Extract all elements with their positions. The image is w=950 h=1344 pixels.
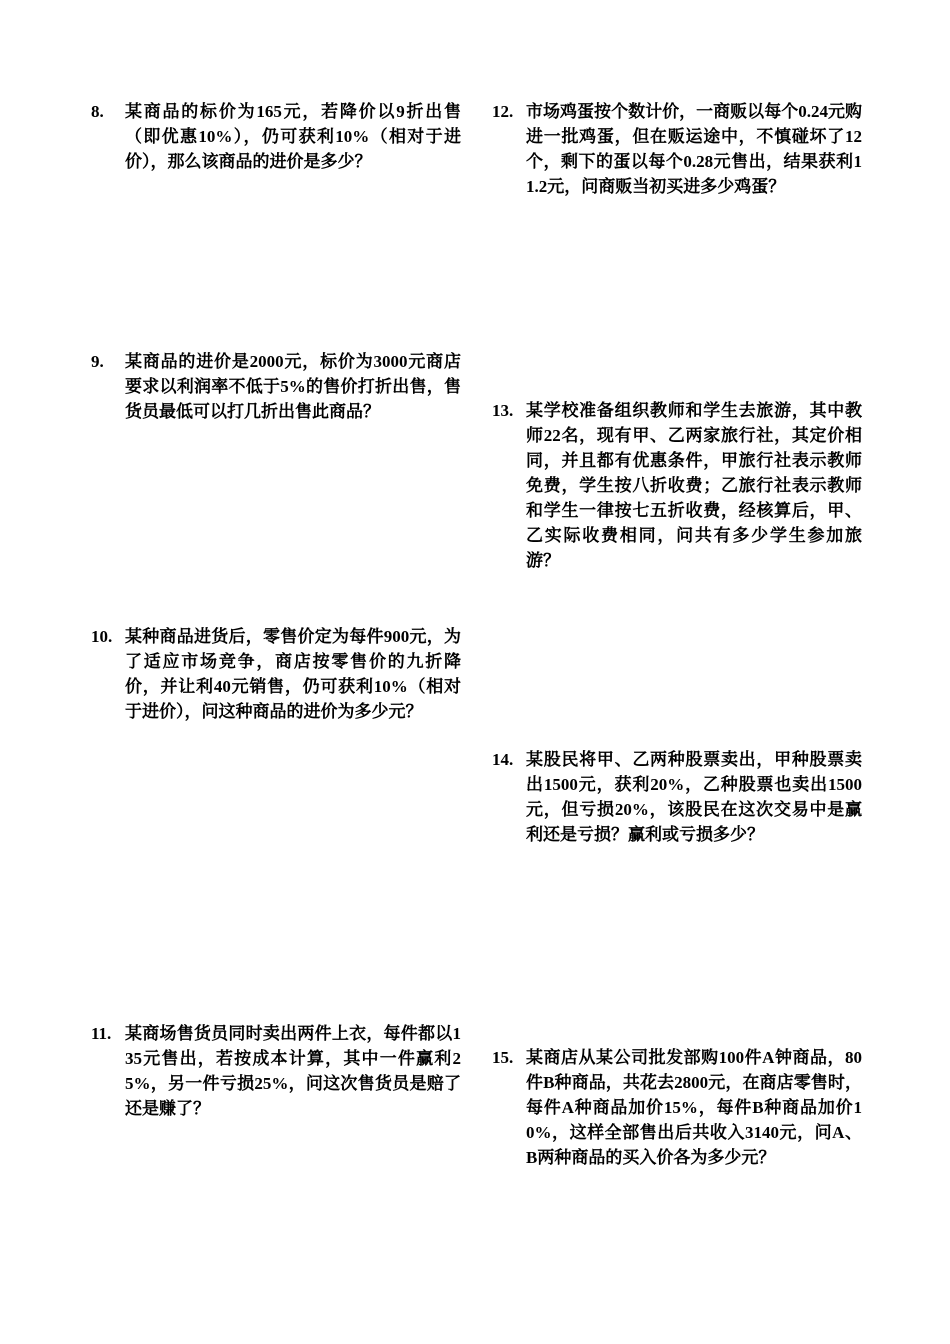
problem-number: 11.: [91, 1024, 112, 1043]
problem-number: 9.: [91, 352, 104, 371]
problem-number: 13.: [492, 401, 514, 420]
problem-number: 14.: [492, 750, 514, 769]
problem-text: 某种商品进货后，零售价定为每件900元，为了适应市场竞争，商店按零售价的九折降价，并让利40元销售，仍可获利10%（相对于进价），问这种商品的进价为多少元？: [125, 627, 461, 721]
problem-text: 某商店从某公司批发部购100件A钟商品，80件B种商品，共花去2800元，在商店零售时，每件A种商品加价15%，每件B种商品加价10%，这样全部售出后共收入3140元，问A、B两种商品的买入价各为多少元？: [526, 1048, 862, 1167]
problem-number: 8.: [91, 102, 104, 121]
problem-text: 某商场售货员同时卖出两件上衣，每件都以135元售出，若按成本计算，其中一件赢利25%，另一件亏损25%，问这次售货员是赔了还是赚了？: [125, 1024, 461, 1118]
problem-text: 某股民将甲、乙两种股票卖出，甲种股票卖出1500元，获利20%，乙种股票也卖出1500元，但亏损20%，该股民在这次交易中是赢利还是亏损？赢利或亏损多少？: [526, 750, 862, 844]
problem-text: 某学校准备组织教师和学生去旅游，其中教师22名，现有甲、乙两家旅行社，其定价相同，并且都有优惠条件，甲旅行社表示教师免费，学生按八折收费；乙旅行社表示教师和学生一律按七五折收费，经核算后，甲、乙实际收费相同，问共有多少学生参加旅游？: [526, 401, 862, 570]
problem-number: 10.: [91, 627, 113, 646]
problem-number: 15.: [492, 1048, 514, 1067]
problem-text: 某商品的进价是2000元，标价为3000元商店要求以利润率不低于5%的售价打折出售，售货员最低可以打几折出售此商品？: [125, 352, 461, 421]
problem-text: 某商品的标价为165元，若降价以9折出售（即优惠10%），仍可获利10%（相对于进价），那么该商品的进价是多少？: [125, 102, 461, 171]
problem-number: 12.: [492, 102, 514, 121]
problem-text: 市场鸡蛋按个数计价，一商贩以每个0.24元购进一批鸡蛋，但在贩运途中，不慎碰坏了12个，剩下的蛋以每个0.28元售出，结果获利11.2元，问商贩当初买进多少鸡蛋？: [526, 102, 862, 196]
